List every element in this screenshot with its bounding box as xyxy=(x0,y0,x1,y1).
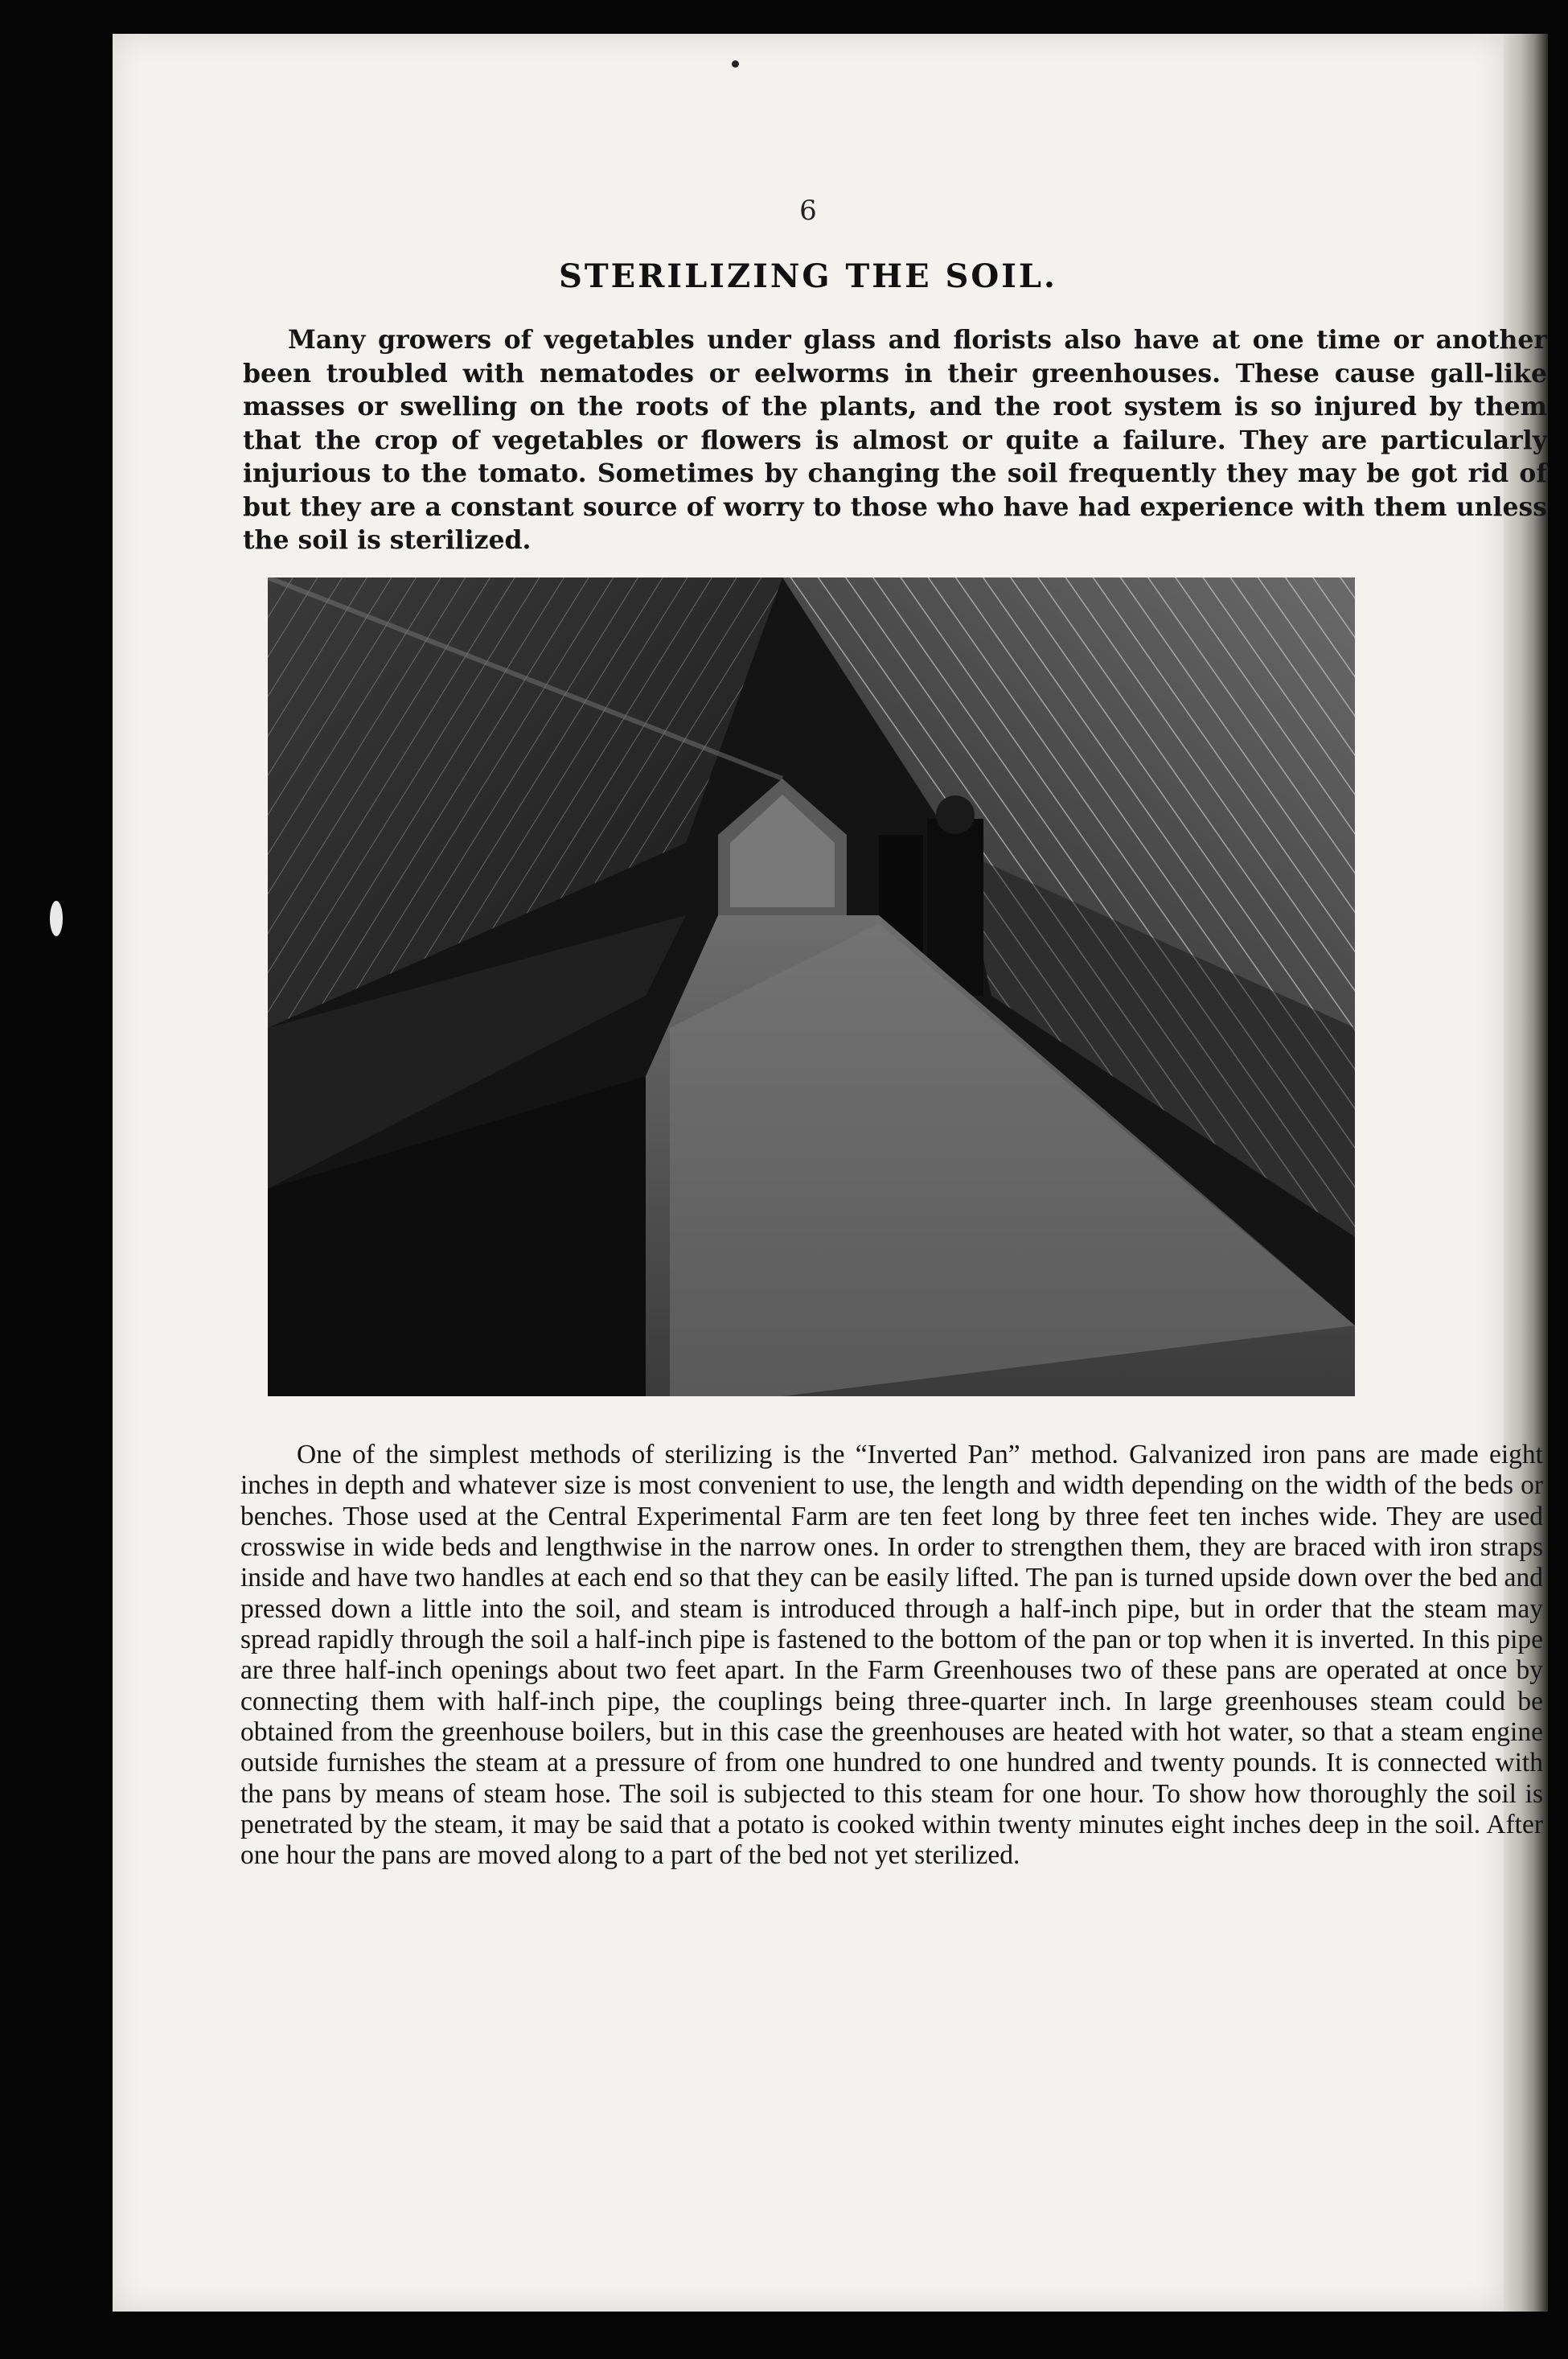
greenhouse-photo-graphic xyxy=(268,577,1355,1396)
document-page xyxy=(113,34,1547,2312)
greenhouse-photo xyxy=(268,577,1355,1396)
body-paragraph: One of the simplest methods of sterilizing is the “Inverted Pan” method. Galvanized iron pans are made eight inches in depth and whatever size is most convenient to use, the length and width depending on the width of the beds or benches. Those used at the Central Experimental Farm are ten feet long by three feet ten inches wide. They are used crosswise in wide beds and lengthwise in the narrow ones. In order to strengthen them, they are braced with iron straps inside and have two handles at each end so that they can be easily lifted. The pan is turned upside down over the bed and pressed down a little into the soil, and steam is introduced through a half-inch pipe, but in order that the steam may spread rapidly through the soil a half-inch pipe is fastened to the bottom of the pan or top when it is inverted. In this pipe are three half-inch openings about two feet apart. In the Farm Greenhouses two of these pans are operated at once by connecting them with half-inch pipe, the couplings being three-quarter inch. In large greenhouses steam could be obtained from the greenhouse boilers, but in this case the greenhouses are heated with hot water, so that a steam engine outside furnishes the steam at a pressure of from one hundred to one hundred and twenty pounds. It is connected with the pans by means of steam hose. The soil is subjected to this steam for one hour. To show how thoroughly the soil is penetrated by the steam, it may be said that a potato is cooked within twenty minutes eight inches deep in the soil. After one hour the pans are moved along to a part of the bed not yet sterilized. xyxy=(240,1440,1543,1871)
scan-speck xyxy=(50,901,63,936)
section-title: STERILIZING THE SOIL. xyxy=(559,257,1057,295)
intro-paragraph: Many growers of vegetables under glass and florists also have at one time or another been troubled with nematodes or eelworms in their greenhouses. These cause gall-like masses or swelling on the roots of the plants, and the root system is so injured by them that the crop of vegetables or flowers is almost or quite a failure. They are particularly injurious to the tomato. Sometimes by changing the soil frequently they may be got rid of but they are a constant source of worry to those who have had experience with them unless the soil is sterilized. xyxy=(243,325,1547,556)
scan-speck xyxy=(732,60,739,68)
page-number: 6 xyxy=(799,195,817,227)
